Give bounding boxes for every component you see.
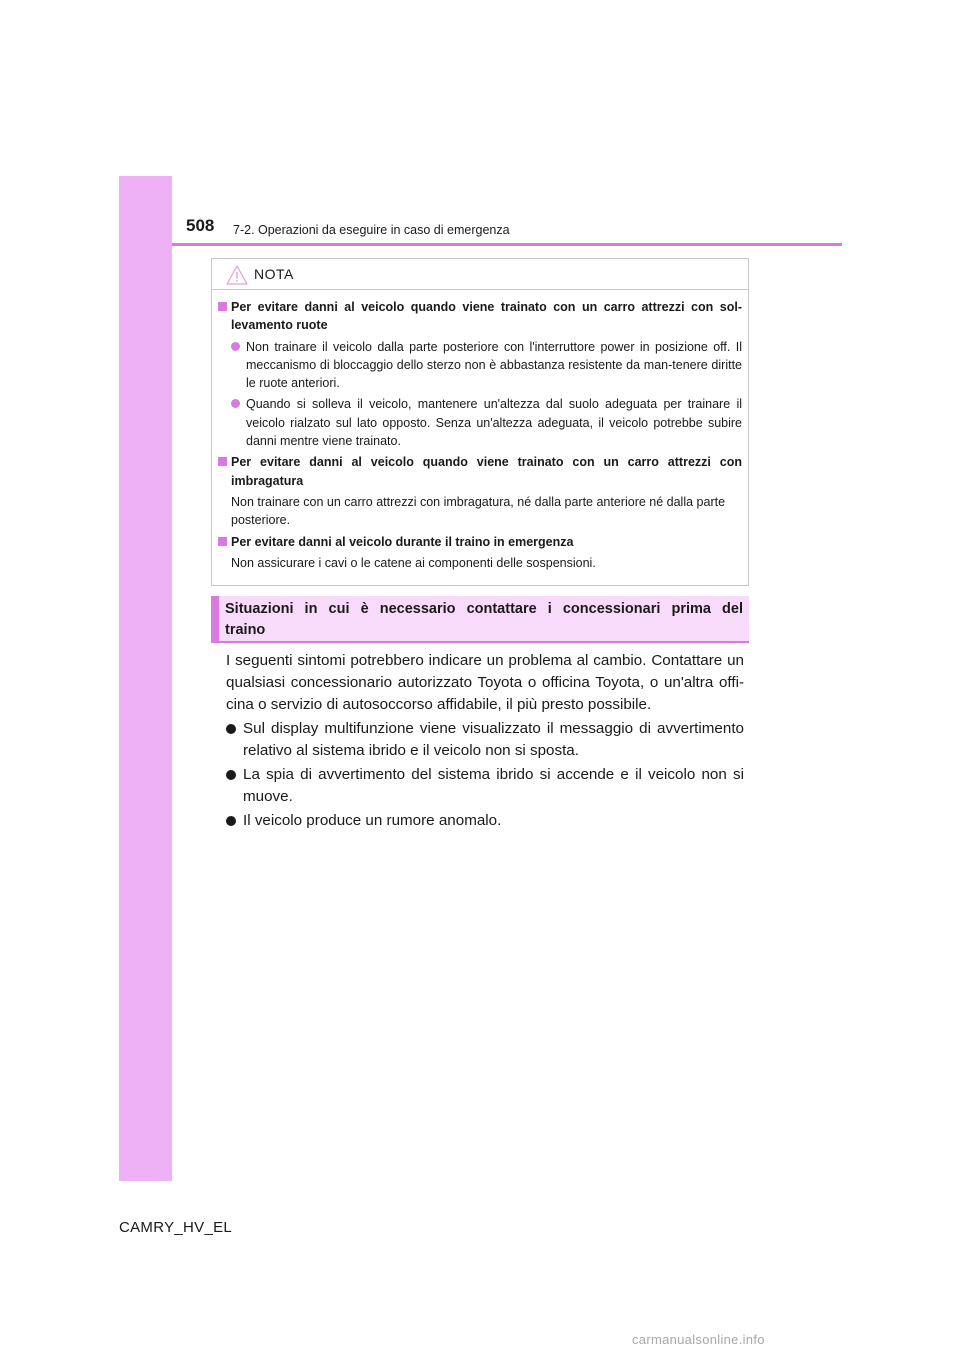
symptom-item: Sul display multifunzione viene visualizzato il messaggio di avvertimento relativo al sistema ibrido e il veicolo non si sposta. [226, 718, 744, 762]
notice-paragraph: Non assicurare i cavi o le catene ai componenti delle sospensioni. [231, 555, 596, 570]
notice-label: NOTA [254, 266, 294, 282]
square-bullet-icon [218, 302, 227, 311]
section-heading-bar [211, 596, 219, 641]
notice-heading: Per evitare danni al veicolo quando viene trainato con un carro attrezzi con sol-levamento ruote [218, 298, 742, 335]
round-bullet-icon [226, 816, 236, 826]
notice-body [212, 290, 748, 572]
section-heading: Situazioni in cui è necessario contattare i concessionari prima del traino [225, 601, 743, 638]
round-bullet-icon [231, 399, 240, 408]
watermark: carmanualsonline.info [632, 1332, 765, 1347]
chapter-sidebar-tab [119, 176, 172, 1181]
symptom-item: La spia di avvertimento del sistema ibrido si accende e il veicolo non si muove. [226, 764, 744, 808]
page-number: 508 [186, 216, 215, 235]
notice-bullet: Quando si solleva il veicolo, mantenere un'altezza dal suolo adeguata per trainare il veicolo rialzato sul lato opposto. Senza un'altezza adeguata, il veicolo potrebbe subire danni mentre viene trainato. [231, 395, 742, 450]
round-bullet-icon [226, 724, 236, 734]
main-content [226, 650, 744, 834]
section-title: 7-2. Operazioni da eseguire in caso di emergenza [233, 223, 510, 237]
notice-header [212, 259, 748, 290]
symptom-item: Il veicolo produce un rumore anomalo. [226, 810, 744, 832]
square-bullet-icon [218, 537, 227, 546]
header-rule [172, 243, 842, 246]
round-bullet-icon [226, 770, 236, 780]
notice-heading: Per evitare danni al veicolo durante il traino in emergenza [218, 533, 742, 551]
notice-box [211, 258, 749, 586]
square-bullet-icon [218, 457, 227, 466]
warning-triangle-icon [226, 265, 248, 285]
intro-paragraph: I seguenti sintomi potrebbero indicare un problema al cambio. Contattare un qualsiasi concessionario autorizzato Toyota o officina Toyota, o un'altra offi-cina o servizio di autosoccorso affidabile, il più presto possibile. [226, 652, 744, 713]
notice-bullet: Non trainare il veicolo dalla parte posteriore con l'interruttore power in posizione off. Il meccanismo di bloccaggio dello sterzo non è abbastanza resistente da man-tenere diritte le ruote anteriori. [231, 338, 742, 393]
section-heading-box [211, 596, 749, 643]
notice-paragraph: Non trainare con un carro attrezzi con imbragatura, né dalla parte anteriore né dalla parte posteriore. [231, 494, 726, 528]
document-code: CAMRY_HV_EL [119, 1219, 233, 1236]
notice-heading: Per evitare danni al veicolo quando viene trainato con un carro attrezzi con imbragatura [218, 453, 742, 490]
round-bullet-icon [231, 342, 240, 351]
